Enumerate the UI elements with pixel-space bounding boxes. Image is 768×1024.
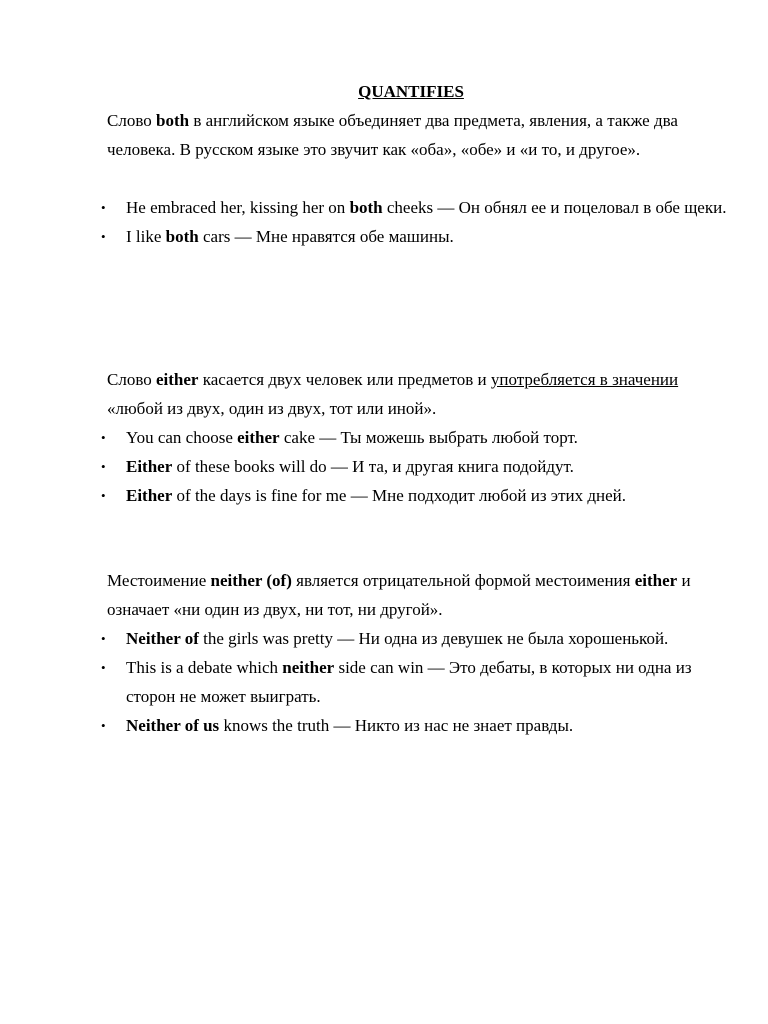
bullet-icon: • xyxy=(101,200,106,215)
bullet-icon: • xyxy=(101,660,106,675)
text-run: side can win — Это дебаты, в которых ни одна из сторон не может выиграть. xyxy=(126,658,692,706)
bullet-icon: • xyxy=(101,488,106,503)
text-run: Слово xyxy=(107,111,156,130)
list-item xyxy=(101,481,727,510)
list-item xyxy=(101,193,727,222)
underlined-phrase: употребляется в значении xyxy=(490,370,679,389)
text-run: This is a debate which xyxy=(126,658,283,677)
list-item xyxy=(101,624,727,653)
keyword: both xyxy=(349,198,383,217)
keyword: Neither of xyxy=(126,629,199,648)
keyword: Either xyxy=(126,457,173,476)
either-intro xyxy=(107,365,727,423)
list-item xyxy=(101,452,727,481)
text-run: в английском языке объединяет два предмета, явления, а также два человека. В русском языке это звучит как «оба», «обе» и «и то, и другое». xyxy=(107,111,678,159)
text-run: of these books will do — И та, и другая книга подойдут. xyxy=(172,457,574,476)
list-item xyxy=(101,222,727,251)
neither-examples xyxy=(101,624,727,740)
keyword: both xyxy=(165,227,199,246)
text-run: «любой из двух, один из двух, тот или иной». xyxy=(107,399,437,418)
list-item xyxy=(101,653,727,711)
keyword-either: either xyxy=(634,571,678,590)
list-item xyxy=(101,423,727,452)
text-run: I like xyxy=(126,227,166,246)
page-title: QUANTIFIES xyxy=(358,82,464,101)
either-examples xyxy=(101,423,727,510)
keyword: neither xyxy=(282,658,335,677)
text-run: of the days is fine for me — Мне подходит любой из этих дней. xyxy=(172,486,626,505)
keyword: Either xyxy=(126,486,173,505)
keyword-neither-of: neither (of) xyxy=(210,571,292,590)
bullet-icon: • xyxy=(101,631,106,646)
text-run: cake — Ты можешь выбрать любой торт. xyxy=(279,428,578,447)
neither-intro xyxy=(107,566,727,624)
text-run: He embraced her, kissing her on xyxy=(126,198,350,217)
both-examples xyxy=(101,193,727,251)
text-run: cars — Мне нравятся обе машины. xyxy=(198,227,454,246)
text-run: и означает «ни один из двух, ни тот, ни другой». xyxy=(107,571,691,619)
keyword: either xyxy=(237,428,280,447)
text-run: является отрицательной формой местоимения xyxy=(291,571,635,590)
text-run: cheeks — Он обнял ее и поцеловал в обе щеки. xyxy=(382,198,727,217)
text-run: касается двух человек или предметов и xyxy=(198,370,491,389)
bullet-icon: • xyxy=(101,459,106,474)
text-run: Слово xyxy=(107,370,156,389)
keyword-either: either xyxy=(155,370,199,389)
bullet-icon: • xyxy=(101,718,106,733)
keyword: Neither of us xyxy=(126,716,220,735)
text-run: Местоимение xyxy=(107,571,211,590)
list-item xyxy=(101,711,727,740)
text-run: You can choose xyxy=(126,428,238,447)
bullet-icon: • xyxy=(101,430,106,445)
keyword-both: both xyxy=(155,111,190,130)
text-run: knows the truth — Никто из нас не знает правды. xyxy=(219,716,574,735)
bullet-icon: • xyxy=(101,229,106,244)
both-intro xyxy=(107,106,727,164)
text-run: the girls was pretty — Ни одна из девушек не была хорошенькой. xyxy=(198,629,669,648)
